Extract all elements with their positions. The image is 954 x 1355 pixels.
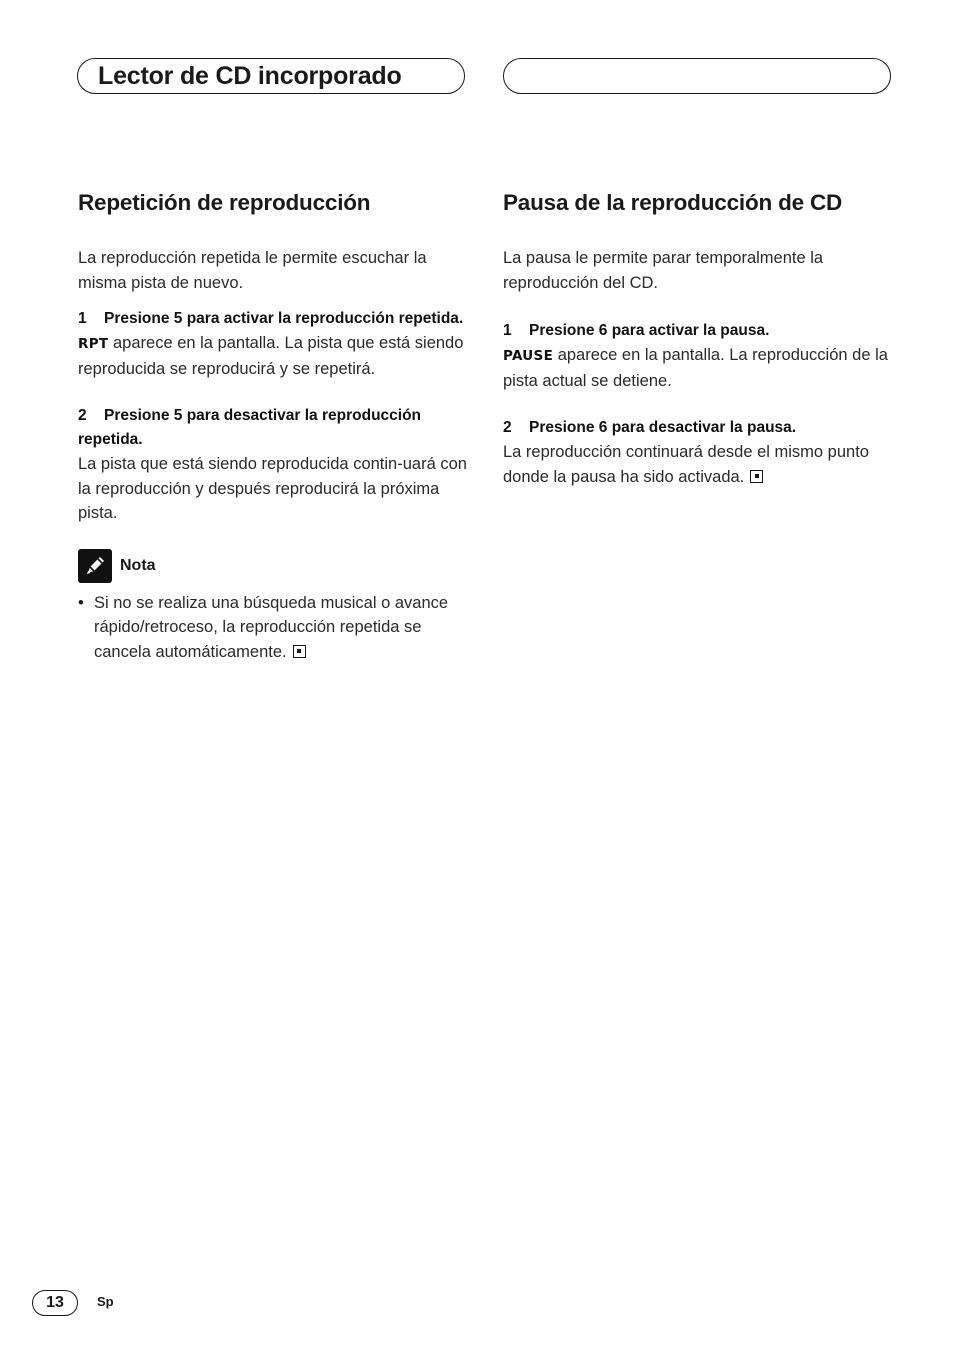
section-repeat-play: [78, 186, 468, 664]
page-title: Lector de CD incorporado: [98, 62, 402, 90]
step-description: [78, 331, 468, 381]
display-indicator: PAUSE: [503, 348, 554, 364]
header-title-box: [77, 58, 465, 94]
section-intro: La reproducción repetida le permite escuchar la misma pista de nuevo.: [78, 249, 427, 292]
section-intro: La pausa le permite parar temporalmente la reproducción del CD.: [503, 249, 824, 292]
step-description: La pista que está siendo reproducida contin-uará con la reproducción y después reproducirá la próxima pista.: [78, 455, 467, 522]
display-indicator: RPT: [78, 336, 109, 352]
step-description: [503, 343, 893, 393]
end-of-section-icon: [750, 470, 763, 483]
header-empty-box: [503, 58, 891, 94]
step-title-text: Presione 6 para desactivar la pausa.: [529, 419, 797, 436]
step-number: 2: [503, 419, 512, 436]
note-label: Nota: [120, 556, 156, 574]
section-heading: Repetición de reproducción: [78, 190, 371, 215]
step-title: [78, 404, 468, 452]
note-text: [94, 591, 468, 665]
note-item: [78, 591, 468, 665]
note-text-content: Si no se realiza una búsqueda musical o avance rápido/retroceso, la reproducción repetida se cancela automáticamente.: [94, 593, 449, 661]
step-number: 2: [78, 407, 87, 424]
end-of-section-icon: [293, 645, 306, 658]
language-code: Sp: [97, 1294, 114, 1309]
section-pause-play: [503, 186, 893, 512]
page-number: 13: [32, 1290, 78, 1316]
step-title: [503, 319, 893, 343]
step-title-text: Presione 5 para desactivar la reproducción repetida.: [78, 407, 422, 448]
bullet-marker: •: [78, 593, 84, 612]
step-description-text: aparece en la pantalla. La pista que está siendo reproducida se reproducirá y se repetirá.: [78, 334, 464, 378]
note-header: [78, 549, 468, 583]
step-title-text: Presione 6 para activar la pausa.: [529, 322, 770, 339]
step-description-text: aparece en la pantalla. La reproducción de la pista actual se detiene.: [503, 346, 888, 390]
section-heading: Pausa de la reproducción de CD: [503, 190, 843, 215]
pencil-icon: [78, 549, 112, 583]
step-description: [503, 440, 893, 489]
step-title: [78, 307, 468, 331]
step-title-text: Presione 5 para activar la reproducción repetida.: [104, 310, 464, 327]
step-description-text: La reproducción continuará desde el mismo punto donde la pausa ha sido activada.: [503, 443, 869, 486]
step-number: 1: [78, 310, 87, 327]
step-title: [503, 416, 893, 440]
step-number: 1: [503, 322, 512, 339]
